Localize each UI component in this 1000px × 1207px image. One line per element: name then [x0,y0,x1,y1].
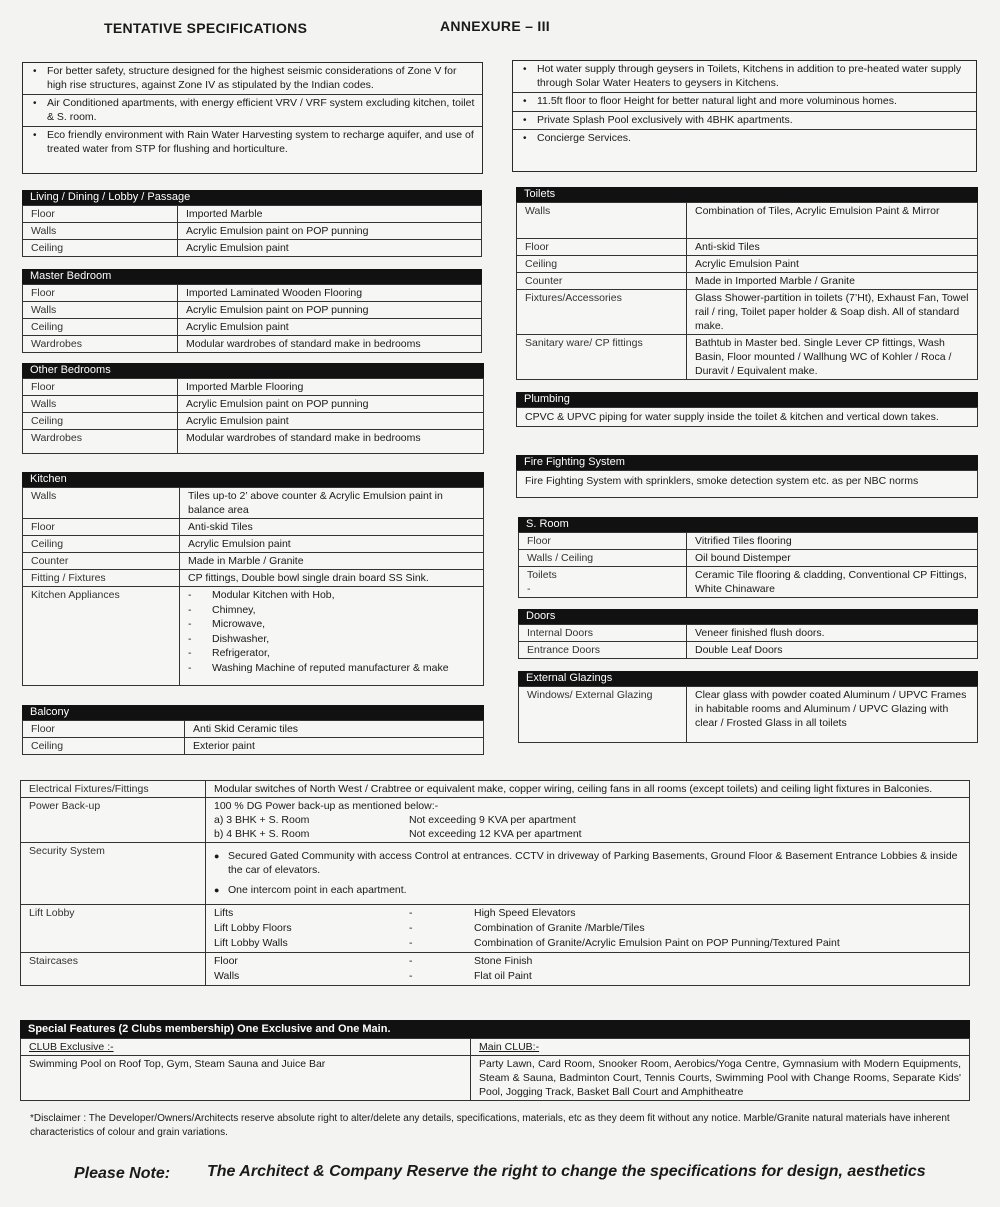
stairs-grid [214,954,961,984]
grid-key: Walls [214,970,240,982]
section-title: Special Features (2 Clubs membership) One Exclusive and One Main. [20,1020,970,1038]
table-row [519,533,978,550]
security-list [214,849,961,897]
table-row [21,953,970,986]
row-key: Internal Doors [519,625,687,642]
row-key: Electrical Fixtures/Fittings [21,781,206,798]
list-item: - Modular Kitchen with Hob, [188,588,475,603]
table-row [21,843,970,905]
row-value: Veneer finished flush doors. [687,625,978,642]
power-row: a) 3 BHK + S. Room Not exceeding 9 KVA per apartment [214,814,576,826]
table-row [517,335,978,380]
table-row [23,519,484,536]
row-value: Double Leaf Doors [687,642,978,659]
table-row [23,223,482,240]
table-row [23,738,484,755]
main-text: Party Lawn, Card Room, Snooker Room, Aerobics/Yoga Centre, Gymnasium with Modern Equipments, Steam & Sauna, Badminton Court, Tennis Courts, Swimming Pool with Change Rooms, Separate Kids' Pool, Jogging Track, Basket Ball Court and Amphitheatre [471,1056,970,1101]
please-note-text: The Architect & Company Reserve the right to change the specifications for design, aesthetics [207,1163,926,1180]
section-title: Fire Fighting System [516,455,978,470]
row-value: Imported Laminated Wooden Flooring [178,285,482,302]
row-key: Counter [517,273,687,290]
row-value: Acrylic Emulsion paint [178,240,482,257]
please-note-label: Please Note: [74,1165,171,1182]
row-value: Made in Marble / Granite [180,553,484,570]
exclusive-label: CLUB Exclusive :- [21,1039,471,1056]
section-external-glazing [518,671,978,743]
table-row [517,256,978,273]
row-key: Staircases [21,953,206,986]
bullet-item: • Concierge Services. [513,130,976,148]
row-key: Counter [23,553,180,570]
table-row [23,430,484,454]
row-key: Windows/ External Glazing [519,687,687,743]
row-key: Walls [23,488,180,519]
row-key: Floor [23,379,178,396]
table-row [23,536,484,553]
grid-dash: - [409,955,413,967]
row-key: Ceiling [23,536,180,553]
bullet-item: • Eco friendly environment with Rain Water Harvesting system to recharge aquifer, and use of treated water from STP for flushing and horticulture. [23,127,482,158]
row-key: Wardrobes [23,336,178,353]
table-row [23,379,484,396]
table-row [23,240,482,257]
row-value: Acrylic Emulsion paint on POP punning [178,302,482,319]
row-value: Acrylic Emulsion paint [178,319,482,336]
row-key: Kitchen Appliances [23,587,180,686]
grid-key: Lift Lobby Floors [214,922,292,934]
table-row [23,570,484,587]
table-row [519,625,978,642]
row-key: Ceiling [23,413,178,430]
lift-grid [214,906,961,951]
grid-dash: - [409,937,413,949]
section-toilets [516,187,978,380]
table-row [23,721,484,738]
table-row [23,319,482,336]
table-row [21,781,970,798]
row-key: Fixtures/Accessories [517,290,687,335]
row-value: Acrylic Emulsion Paint [687,256,978,273]
power-intro: 100 % DG Power back-up as mentioned below:- [214,800,439,812]
table-row [23,488,484,519]
row-key: Security System [21,843,206,905]
exclusive-text: Swimming Pool on Roof Top, Gym, Steam Sauna and Juice Bar [21,1056,471,1101]
disclaimer: *Disclaimer : The Developer/Owners/Architects reserve absolute right to alter/delete any details, specifications, materials, etc as they deem fit without any notice. Marble/Granite natural materials have inherent characteristics of colour and grain variations. [30,1113,950,1138]
list-item: - Washing Machine of reputed manufacturer & make [188,661,475,676]
table-row [21,1056,970,1101]
grid-key: Lift Lobby Walls [214,937,288,949]
fire-text: Fire Fighting System with sprinklers, smoke detection system etc. as per NBC norms [517,471,978,498]
intro-left-list [23,63,482,158]
main-label: Main CLUB:- [471,1039,970,1056]
row-key: Floor [23,285,178,302]
row-key: Wardrobes [23,430,178,454]
section-plumbing [516,392,978,427]
table-row [519,642,978,659]
section-title: Living / Dining / Lobby / Passage [22,190,482,205]
table-row [519,550,978,567]
row-value: Acrylic Emulsion paint [178,413,484,430]
grid-value: Combination of Granite /Marble/Tiles [474,922,645,934]
list-item: - Dishwasher, [188,632,475,647]
bullet-item: • For better safety, structure designed for the highest seismic considerations of Zone V for high rise structures, against Zone IV as stipulated by the Indian codes. [23,63,482,95]
row-value: Acrylic Emulsion paint on POP punning [178,223,482,240]
row-key: Walls [23,302,178,319]
annexure-label: ANNEXURE – III [440,18,550,34]
row-value: Oil bound Distemper [687,550,978,567]
section-title: S. Room [518,517,978,532]
section-balcony [22,705,484,755]
table-row [519,567,978,598]
other-table [22,378,484,454]
doors-table [518,624,978,659]
table-row [23,336,482,353]
list-item: ● Secured Gated Community with access Control at entrances. CCTV in driveway of Parking Basements, Ground Floor & Basement Entrance Lobbies & inside the car of elevators. [214,849,961,877]
table-row [21,1039,970,1056]
grid-dash: - [409,907,413,919]
section-master-bedroom [22,269,482,353]
kitchen-table [22,487,484,686]
row-key: Ceiling [23,738,185,755]
row-key: Entrance Doors [519,642,687,659]
row-key: Floor [519,533,687,550]
table-row [517,203,978,239]
row-value: Clear glass with powder coated Aluminum / UPVC Frames in habitable rooms and Aluminum / UPVC Glazing with clear / Frosted Glass in all toilets [687,687,978,743]
row-value: Ceramic Tile flooring & cladding, Conventional CP Fittings, White Chinaware [687,567,978,598]
glazing-table [518,686,978,743]
row-value: Exterior paint [185,738,484,755]
page-title: TENTATIVE SPECIFICATIONS [104,20,308,36]
appliance-list [188,588,475,675]
toilets-table [516,202,978,380]
plumbing-text: CPVC & UPVC piping for water supply inside the toilet & kitchen and vertical down takes. [517,408,978,427]
table-row [23,285,482,302]
section-title: External Glazings [518,671,978,686]
section-kitchen [22,472,484,686]
grid-dash: - [409,922,413,934]
row-value: Anti Skid Ceramic tiles [185,721,484,738]
table-row [517,290,978,335]
grid-dash: - [409,970,413,982]
row-value: CP fittings, Double bowl single drain board SS Sink. [180,570,484,587]
services-table [20,780,970,986]
row-value: Modular switches of North West / Crabtree or equivalent make, copper wiring, ceiling fans in all rooms (except toilets) and ceiling light fixtures in Balconies. [206,781,970,798]
row-value: Acrylic Emulsion paint [180,536,484,553]
row-key: Ceiling [23,319,178,336]
grid-key: Floor [214,955,238,967]
section-title: Toilets [516,187,978,202]
row-key: Walls / Ceiling [519,550,687,567]
grid-value: High Speed Elevators [474,907,576,919]
row-value: Modular wardrobes of standard make in bedrooms [178,336,482,353]
row-value: Imported Marble [178,206,482,223]
bullet-item: • Private Splash Pool exclusively with 4BHK apartments. [513,112,976,131]
row-value: Anti-skid Tiles [687,239,978,256]
dash: - [527,583,531,595]
table-row [23,302,482,319]
row-key: Fitting / Fixtures [23,570,180,587]
row-key: Lift Lobby [21,905,206,953]
grid-value: Flat oil Paint [474,970,532,982]
section-fire-fighting [516,455,978,498]
list-item: - Refrigerator, [188,646,475,661]
section-title: Plumbing [516,392,978,407]
table-row [23,206,482,223]
row-key: Power Back-up [21,798,206,843]
row-key: Walls [23,223,178,240]
intro-left-box [22,62,483,174]
section-doors [518,609,978,659]
table-row [23,413,484,430]
row-value: Anti-skid Tiles [180,519,484,536]
table-row [519,687,978,743]
list-item: - Microwave, [188,617,475,632]
section-title: Kitchen [22,472,484,487]
row-key: Floor [23,519,180,536]
row-value: Bathtub in Master bed. Single Lever CP fittings, Wash Basin, Floor mounted / Wallhung WC of Kohler / Roca / Duravit / Equivalent make. [687,335,978,380]
section-title: Doors [518,609,978,624]
bullet-item: • Air Conditioned apartments, with energy efficient VRV / VRF system excluding kitchen, toilet & S. room. [23,95,482,127]
row-value: Imported Marble Flooring [178,379,484,396]
section-special-features [20,1020,970,1101]
bullet-item: • Hot water supply through geysers in Toilets, Kitchens in addition to pre-heated water supply through Solar Water Heaters to geysers in Kitchens. [513,61,976,93]
power-items [214,813,961,841]
row-value: Made in Imported Marble / Granite [687,273,978,290]
row-key: Ceiling [517,256,687,273]
section-other-bedrooms [22,363,484,454]
table-row [23,396,484,413]
intro-right-box [512,60,977,172]
row-key: Ceiling [23,240,178,257]
row-value: Modular wardrobes of standard make in bedrooms [178,430,484,454]
grid-value: Combination of Granite/Acrylic Emulsion Paint on POP Punning/Textured Paint [474,937,840,949]
grid-key: Lifts [214,907,234,919]
row-value: Vitrified Tiles flooring [687,533,978,550]
special-table [20,1038,970,1101]
power-row: b) 4 BHK + S. Room Not exceeding 12 KVA per apartment [214,828,582,840]
sroom-table [518,532,978,598]
row-key: Walls [23,396,178,413]
table-row [21,798,970,843]
row-value: Tiles up-to 2’ above counter & Acrylic Emulsion paint in balance area [180,488,484,519]
table-row [517,273,978,290]
intro-right-list [513,61,976,148]
grid-value: Stone Finish [474,955,533,967]
living-table [22,205,482,257]
table-row [23,587,484,686]
section-title: Other Bedrooms [22,363,484,378]
table-row [517,239,978,256]
balcony-table [22,720,484,755]
section-title: Balcony [22,705,484,720]
row-key: Sanitary ware/ CP fittings [517,335,687,380]
table-row [23,553,484,570]
table-row [21,905,970,953]
section-title: Master Bedroom [22,269,482,284]
row-value: Glass Shower-partition in toilets (7’Ht), Exhaust Fan, Towel rail / ring, Toilet paper holder & Soap dish. All of standard make. [687,290,978,335]
row-value: Acrylic Emulsion paint on POP punning [178,396,484,413]
list-item: ● One intercom point in each apartment. [214,883,961,897]
list-item: - Chimney, [188,603,475,618]
row-value: Combination of Tiles, Acrylic Emulsion Paint & Mirror [687,203,978,239]
row-key: Floor [23,721,185,738]
bullet-item: • 11.5ft floor to floor Height for better natural light and more voluminous homes. [513,93,976,112]
master-table [22,284,482,353]
row-key: Floor [517,239,687,256]
row-key: Walls [517,203,687,239]
row-key: Toilets - [519,567,687,598]
section-s-room [518,517,978,598]
section-living [22,190,482,257]
row-key: Floor [23,206,178,223]
